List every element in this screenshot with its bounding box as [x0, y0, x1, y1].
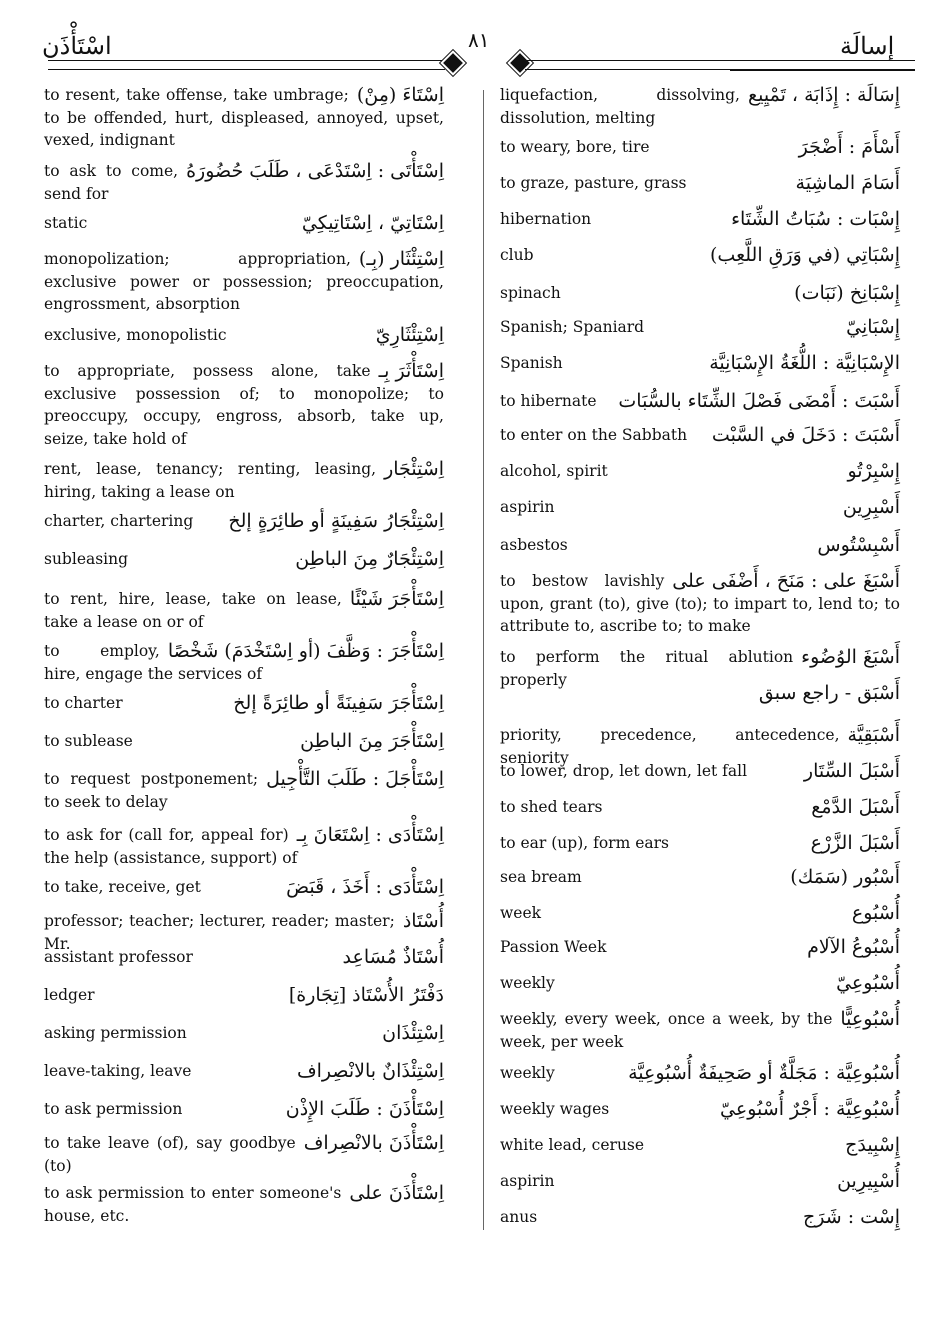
dictionary-entry — [44, 730, 444, 753]
english-definition: to perform the ritual ablution properly — [500, 648, 794, 689]
arabic-headword: الإِسْبَانِيَّة : اللُّغَةُ الإِسْبَانِيَّة — [709, 352, 900, 374]
dictionary-entry — [44, 1022, 444, 1045]
english-definition: to rent, hire, lease, take on lease, take a lease on or of — [44, 590, 342, 631]
english-definition: to request postponement; to seek to delay — [44, 770, 259, 811]
english-definition: to take leave (of), say goodbye (to) — [44, 1134, 296, 1175]
page-header — [0, 0, 950, 80]
dictionary-entry — [500, 1170, 900, 1193]
dictionary-entry — [500, 570, 900, 638]
dictionary-entry — [44, 876, 444, 899]
dictionary-entry — [500, 866, 900, 889]
arabic-headword: اِسْتِئْثَار (بِـ) — [358, 248, 444, 270]
dictionary-entry — [500, 1206, 900, 1229]
column-divider — [483, 90, 484, 1230]
english-definition: to weary, bore, tire — [500, 138, 650, 156]
guide-word-right: إسالَة — [840, 32, 895, 60]
english-definition: monopolization; appropriation, exclusive power or possession; preoccupation, engrossment, absorption — [44, 250, 444, 313]
arabic-headword: اِسْتِئْجَارٌ مِنَ الباطِن — [295, 548, 444, 570]
arabic-headword: أُسْبِيرِين — [837, 1170, 900, 1192]
english-definition: to employ, hire, engage the services of — [44, 642, 263, 683]
arabic-headword: أُسْبُوعِيَّة : أَجْرٌ أُسْبُوعِيّ — [720, 1098, 900, 1120]
english-definition: Spanish — [500, 354, 563, 372]
arabic-headword: اِسْتَأْذَنَ : طَلَبَ الإِذْن — [285, 1098, 444, 1120]
arabic-headword: اِسْتَأْجَرَ سَفِينَةً أو طائِرَةً إلخ — [233, 692, 444, 714]
english-definition: to ask to come, send for — [44, 162, 179, 203]
arabic-headword: إِسْبَات : سُبَاتُ الشِّتَاء — [731, 208, 900, 230]
dictionary-entry — [44, 692, 444, 715]
dictionary-entry — [500, 84, 900, 129]
arabic-headword: اِسْتَأْثَرَ بِـ — [378, 360, 444, 382]
dictionary-entry — [44, 510, 444, 533]
dictionary-entry — [500, 208, 900, 231]
arabic-headword: اِسْتَأْجَرَ : وَظَّفَ (أو اِسْتَخْدَمَ) شَخْصًا — [167, 640, 444, 662]
arabic-headword: أَسْبُور (سَمَك) — [790, 866, 900, 888]
dictionary-entry — [500, 972, 900, 995]
dictionary-entry — [500, 936, 900, 959]
diamond-ornament-left — [443, 53, 463, 73]
arabic-headword: اِسْتَأْجَلَ : طَلَبَ التَّأْجِيل — [266, 768, 444, 790]
dictionary-entry — [500, 1062, 900, 1085]
arabic-headword: إِسَالَة : إِذَابَة ، تَمْيِيع — [748, 84, 900, 106]
dictionary-entry — [500, 352, 900, 375]
arabic-headword: أُسْبُوع — [851, 902, 900, 924]
english-definition: white lead, ceruse — [500, 1136, 645, 1154]
english-definition: ledger — [44, 986, 95, 1004]
dictionary-entry — [44, 160, 444, 205]
arabic-headword: أَسْبَغَ على : مَنَحَ ، أَضْفَى على — [672, 570, 900, 592]
dictionary-entry — [44, 946, 444, 969]
arabic-headword: اِسْتَأْتَى : اِسْتَدْعَى ، طَلَبَ حُضُورَهُ — [186, 160, 444, 182]
dictionary-entry — [500, 282, 900, 305]
dictionary-entry — [44, 1098, 444, 1121]
arabic-headword: اِسْتَاءَ (مِنْ) — [356, 84, 444, 106]
english-definition: to enter on the Sabbath — [500, 426, 688, 444]
dictionary-entry — [500, 424, 900, 447]
dictionary-entry — [44, 248, 444, 316]
english-definition: to lower, drop, let down, let fall — [500, 762, 748, 780]
dictionary-entry — [500, 460, 900, 483]
dictionary-entry — [500, 796, 900, 819]
english-definition: Passion Week — [500, 938, 607, 956]
arabic-headword: اِسْتَأْذَنَ بالانْصِراف — [303, 1132, 444, 1154]
dictionary-entry — [44, 548, 444, 571]
arabic-headword: أَسَامَ الماشِيَة — [795, 172, 900, 194]
dictionary-entry — [500, 902, 900, 925]
page-number: ٨١ — [468, 28, 490, 52]
arabic-headword: اِسْتِئْثَارِيّ — [375, 324, 444, 346]
english-definition: aspirin — [500, 498, 555, 516]
arabic-headword: اِسْتَأْدَى : اِسْتَعَانَ بِـ — [296, 824, 444, 846]
arabic-headword: اِسْتِئْذَانٌ بالانْصِراف — [296, 1060, 444, 1082]
arabic-headword: إِسْبَاتِي (في وَرَقِ اللَّعِب) — [710, 244, 900, 266]
dictionary-entry — [44, 1182, 444, 1227]
english-definition: asbestos — [500, 536, 568, 554]
arabic-headword: أَسْبَلَ الزَّرْع — [810, 832, 900, 854]
english-definition: to shed tears — [500, 798, 603, 816]
english-definition: club — [500, 246, 534, 264]
header-tab-line — [730, 70, 915, 71]
dictionary-entry — [500, 136, 900, 159]
dictionary-entry — [44, 984, 444, 1007]
english-definition: to graze, pasture, grass — [500, 174, 687, 192]
english-definition: priority, precedence, antecedence, seniority — [500, 726, 840, 767]
arabic-headword: اِسْتَأْجَرَ شَيْئًا — [349, 588, 444, 610]
arabic-headword: أَسْبِسْتُوس — [817, 534, 900, 556]
english-definition: professor; teacher; lecturer, reader; master; Mr. — [44, 912, 395, 953]
dictionary-entry — [44, 1132, 444, 1177]
arabic-headword: أَسْبَقِيَّة — [847, 724, 900, 746]
dictionary-entry — [44, 84, 444, 152]
english-definition: weekly — [500, 974, 555, 992]
english-definition: to appropriate, possess alone, take exclusive possession of; to monopolize; to preoccupy, occupy, engross, absorb, take up, seize, take hold of — [44, 362, 444, 448]
dictionary-entry — [44, 458, 444, 503]
english-definition: hibernation — [500, 210, 592, 228]
english-definition: to bestow lavishly upon, grant (to), give (to); to impart to, lend to; to attribute to, ascribe to; to make — [500, 572, 900, 635]
english-definition: anus — [500, 1208, 538, 1226]
arabic-headword: اِسْتَأْدَى : أَخَذَ ، قَبَضَ — [286, 876, 444, 898]
arabic-headword: دَفْتَرُ الأُسْتَاذ [تِجَارة] — [288, 984, 444, 1006]
english-definition: to sublease — [44, 732, 133, 750]
arabic-headword: إِسْبَانِيّ — [846, 316, 900, 338]
english-definition: to ear (up), form ears — [500, 834, 669, 852]
english-definition: weekly, every week, once a week, by the week, per week — [500, 1010, 833, 1051]
arabic-headword: أَسْبَتَ : دَخَلَ في السَّبْت — [711, 424, 900, 446]
arabic-headword: اِسْتَاتِيّ ، اِسْتَاتِيكِيّ — [301, 212, 444, 234]
dictionary-entry — [44, 588, 444, 633]
dictionary-entry — [500, 244, 900, 267]
arabic-headword: أُسْبُوعُ الآلام — [807, 936, 900, 958]
arabic-headword: أُسْتَاذٌ مُسَاعِد — [342, 946, 444, 968]
arabic-headword: إِسْبِيدَج — [845, 1134, 900, 1156]
english-definition: to take, receive, get — [44, 878, 201, 896]
english-definition: charter, chartering — [44, 512, 194, 530]
arabic-headword: إِسْت : شَرَج — [802, 1206, 900, 1228]
dictionary-entry — [500, 172, 900, 195]
english-definition: static — [44, 214, 88, 232]
arabic-headword: اِسْتِئْذَان — [382, 1022, 444, 1044]
english-definition: liquefaction, dissolving, dissolution, melting — [500, 86, 740, 127]
arabic-headword: أَسْبَلَ السِّتَار — [803, 760, 900, 782]
arabic-headword: أَسْأَمَ : أَضْجَرَ — [798, 136, 900, 158]
arabic-headword: اِسْتِئْجَارُ سَفِينَةٍ أو طائِرَةٍ إلخ — [228, 510, 444, 532]
dictionary-entry — [44, 768, 444, 813]
english-definition: weekly — [500, 1064, 555, 1082]
dictionary-entry — [500, 1134, 900, 1157]
dictionary-entry — [44, 640, 444, 685]
dictionary-entry — [44, 824, 444, 869]
dictionary-entry — [500, 832, 900, 855]
dictionary-entry — [500, 496, 900, 519]
guide-word-left: اسْتَأْذَن — [42, 32, 112, 60]
arabic-headword: أَسْبَق - راجع سبق — [758, 682, 900, 704]
dictionary-entry — [44, 324, 444, 347]
english-definition: spinach — [500, 284, 561, 302]
english-definition: sea bream — [500, 868, 582, 886]
english-definition: to hibernate — [500, 392, 597, 410]
arabic-headword: إِسْبِرْتُو — [847, 460, 900, 482]
arabic-headword: أَسْبَتَ : أَمْضَى فَصْلَ الشِّتَاء بالسُّبَات — [618, 390, 900, 412]
english-definition: to ask permission to enter someone's house, etc. — [44, 1184, 342, 1225]
english-definition: to ask for (call for, appeal for) the help (assistance, support) of — [44, 826, 298, 867]
english-definition: subleasing — [44, 550, 129, 568]
english-definition: to charter — [44, 694, 123, 712]
arabic-headword: أَسْبِرِين — [842, 496, 900, 518]
dictionary-entry — [44, 360, 444, 450]
english-definition: asking permission — [44, 1024, 187, 1042]
dictionary-entry — [500, 390, 900, 413]
header-rule-left — [48, 60, 445, 70]
english-definition: leave-taking, leave — [44, 1062, 192, 1080]
dictionary-entry — [500, 1008, 900, 1053]
dictionary-entry — [44, 1060, 444, 1083]
dictionary-entry — [500, 534, 900, 557]
english-definition: to ask permission — [44, 1100, 183, 1118]
english-definition: rent, lease, tenancy; renting, leasing, hiring, taking a lease on — [44, 460, 377, 501]
dictionary-entry — [500, 1098, 900, 1121]
arabic-headword: أُسْتَاذ — [402, 910, 444, 932]
dictionary-entry — [44, 212, 444, 235]
dictionary-entry — [500, 760, 900, 783]
header-rule-right — [525, 60, 915, 70]
arabic-headword: أُسْبُوعِيّ — [836, 972, 900, 994]
arabic-headword: اِسْتَأْذَنَ على — [349, 1182, 444, 1204]
arabic-headword: أَسْبَلَ الدَّمْع — [811, 796, 900, 818]
arabic-headword: إِسْبَانِخ (نَبَات) — [794, 282, 900, 304]
english-definition: weekly wages — [500, 1100, 610, 1118]
english-definition: to resent, take offense, take umbrage; to be offended, hurt, displeased, annoyed, upset, vexed, indignant — [44, 86, 444, 149]
dictionary-entry — [500, 316, 900, 339]
arabic-headword: اِسْتِئْجَار — [384, 458, 444, 480]
arabic-headword: أُسْبُوعِيَّة : مَجَلَّةٌ أو صَحِيفَةٌ أُسْبُوعِيَّة — [628, 1062, 900, 1084]
english-definition: assistant professor — [44, 948, 193, 966]
dictionary-entry — [500, 682, 900, 705]
english-definition: alcohol, spirit — [500, 462, 608, 480]
arabic-headword: اِسْتَأْجَرَ مِنَ الباطِن — [300, 730, 444, 752]
arabic-headword: أَسْبَغَ الوُضُوء — [801, 646, 900, 668]
english-definition: week — [500, 904, 542, 922]
english-definition: aspirin — [500, 1172, 555, 1190]
english-definition: exclusive, monopolistic — [44, 326, 227, 344]
arabic-headword: أُسْبُوعِيًّا — [840, 1008, 900, 1030]
english-definition: Spanish; Spaniard — [500, 318, 645, 336]
